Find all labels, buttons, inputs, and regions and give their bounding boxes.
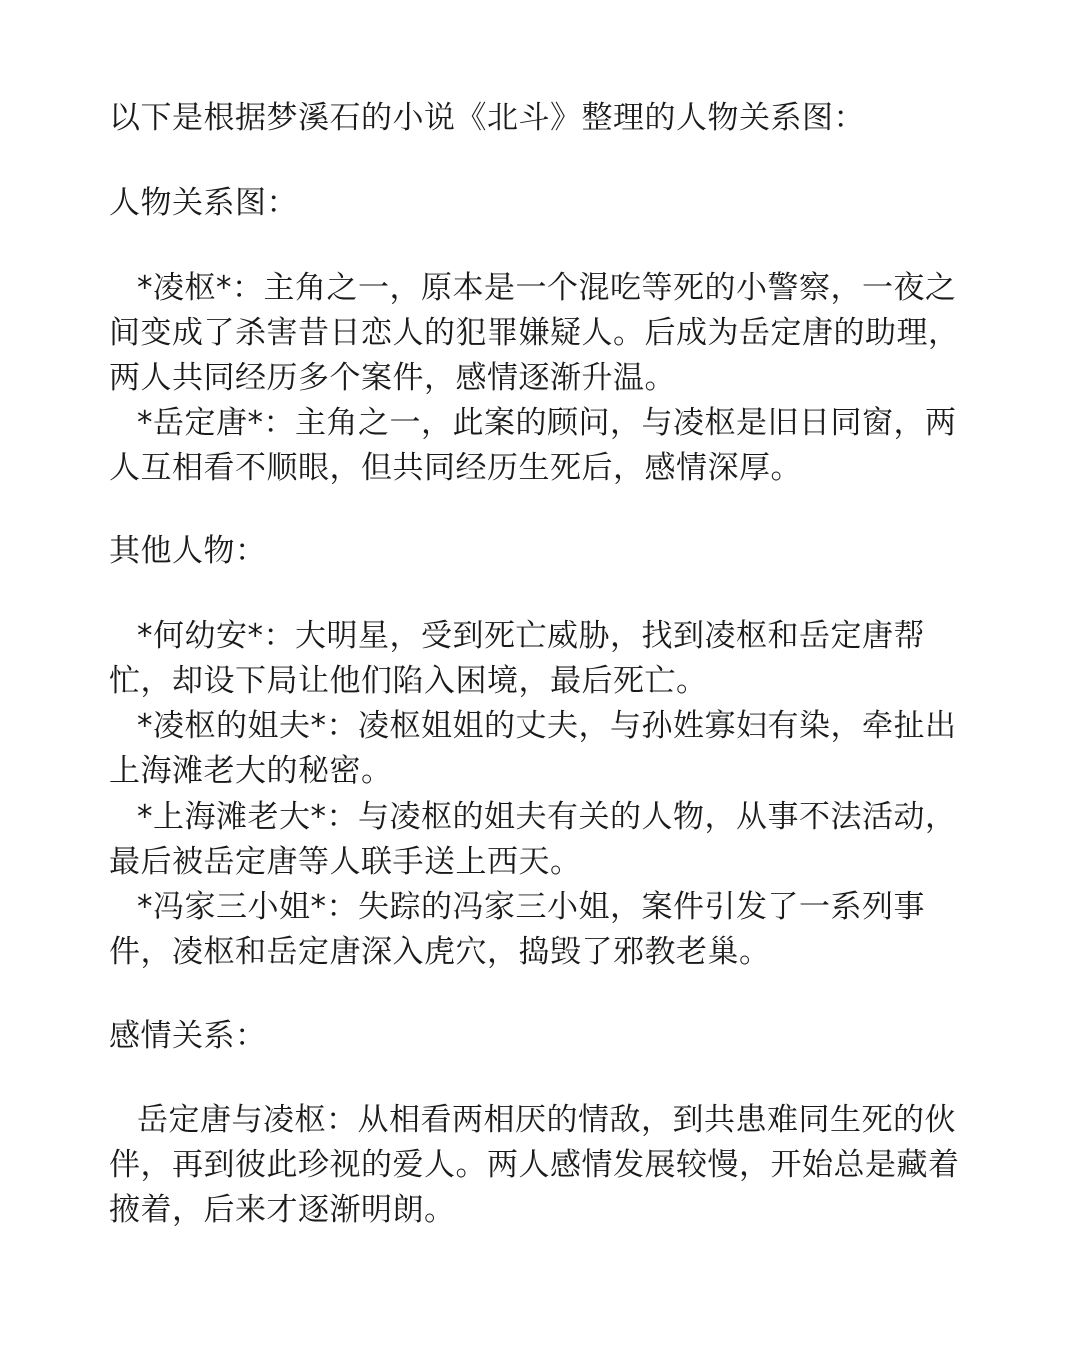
emotion-line-2: 伴，再到彼此珍视的爱人。两人感情发展较慢，开始总是藏着 — [109, 1147, 960, 1183]
character-heyouan-line-1: *何幼安*：大明星，受到死亡威胁，找到凌枢和岳定唐帮 — [137, 618, 925, 654]
character-yuedingtang-line-2: 人互相看不顺眼，但共同经历生死后，感情深厚。 — [109, 450, 802, 486]
character-lingshu-line-3: 两人共同经历多个案件，感情逐渐升温。 — [109, 360, 676, 396]
section-title-emotion: 感情关系： — [109, 1018, 267, 1054]
character-lingshu-line-1: *凌枢*：主角之一，原本是一个混吃等死的小警察，一夜之 — [137, 270, 957, 306]
character-shanghai-boss-line-1: *上海滩老大*：与凌枢的姐夫有关的人物，从事不法活动， — [137, 799, 957, 835]
emotion-line-3: 掖着，后来才逐渐明朗。 — [109, 1192, 456, 1228]
emotion-line-1: 岳定唐与凌枢：从相看两相厌的情敌，到共患难同生死的伙 — [137, 1102, 956, 1138]
character-feng-third-miss-line-1: *冯家三小姐*：失踪的冯家三小姐，案件引发了一系列事 — [137, 889, 925, 925]
character-lingshu-line-2: 间变成了杀害昔日恋人的犯罪嫌疑人。后成为岳定唐的助理， — [109, 315, 960, 351]
section-title-relationship: 人物关系图： — [109, 185, 298, 221]
character-brother-in-law-line-1: *凌枢的姐夫*：凌枢姐姐的丈夫，与孙姓寡妇有染，牵扯出 — [137, 708, 957, 744]
character-shanghai-boss-line-2: 最后被岳定唐等人联手送上西天。 — [109, 844, 582, 880]
character-brother-in-law-line-2: 上海滩老大的秘密。 — [109, 753, 393, 789]
intro-text: 以下是根据梦溪石的小说《北斗》整理的人物关系图： — [109, 100, 865, 136]
character-yuedingtang-line-1: *岳定唐*：主角之一，此案的顾问，与凌枢是旧日同窗，两 — [137, 405, 957, 441]
character-heyouan-line-2: 忙，却设下局让他们陷入困境，最后死亡。 — [109, 663, 708, 699]
character-feng-third-miss-line-2: 件，凌枢和岳定唐深入虎穴，捣毁了邪教老巢。 — [109, 934, 771, 970]
section-title-others: 其他人物： — [109, 533, 267, 569]
